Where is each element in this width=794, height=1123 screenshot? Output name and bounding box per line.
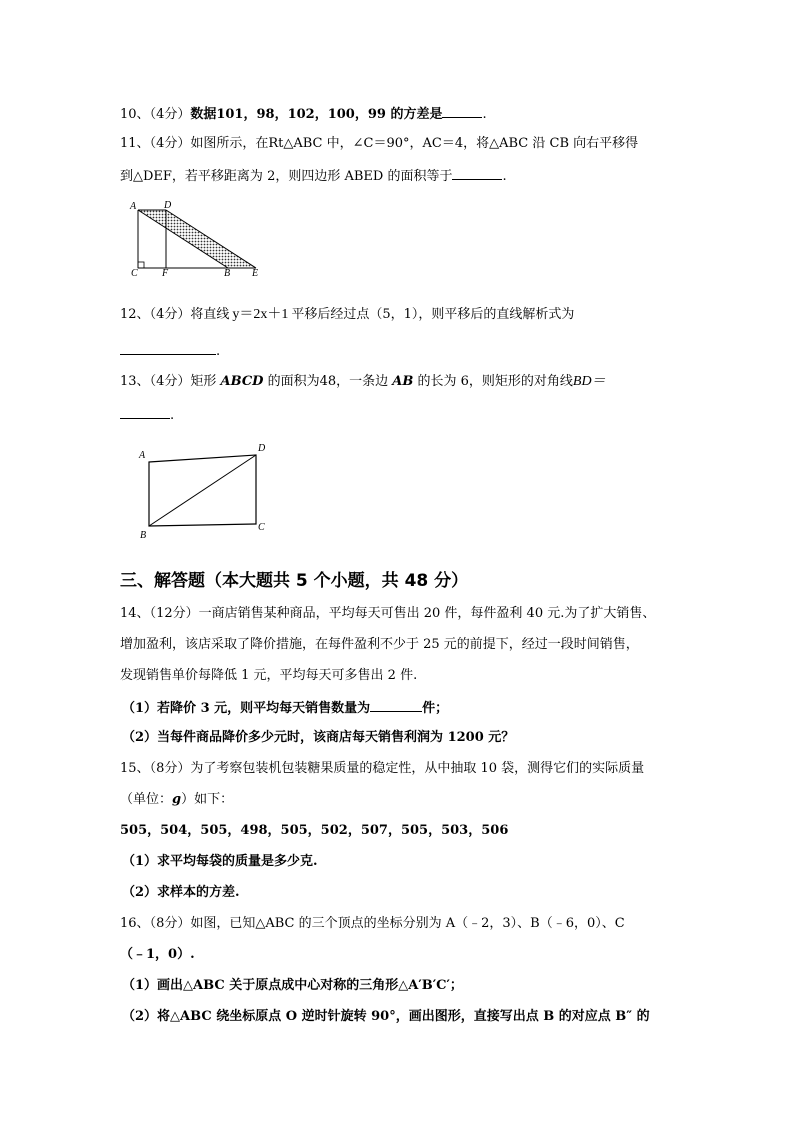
q12-end: . [216,344,221,359]
q12-score: （4分） [149,307,191,322]
q13-end: . [170,408,175,423]
q12-number: 12 [120,307,137,322]
q13-mid1: 的面积为48，一条边 [267,374,389,389]
label-c: C [258,522,265,533]
q12-answer-blank[interactable] [120,341,216,355]
q15-line2-post: ）如下： [181,792,234,807]
question-14-line2: 增加盈利，该店采取了降价措施，在每件盈利不少于 25 元的前提下，经过一段时间销售， [120,637,639,652]
label-d: D [258,443,266,454]
q13-answer-blank[interactable] [120,405,170,419]
q12-post: 平移后经过点（5，1），则平移后的直线解析式为 [291,307,575,322]
q10-number: 10 [120,107,137,122]
question-12-line1: 12、（4分）将直线 y＝2x＋1 平移后经过点（5，1），则平移后的直线解析式为 [120,307,575,322]
question-11-line1: 11、（4分）如图所示，在Rt△ABC 中，∠C＝90°，AC＝4，将△ABC 沿 CB 向右平移得 [120,136,639,151]
q14-line1: 一商店销售某种商品，平均每天可售出 20 件，每件盈利 40 元.为了扩大销售、 [198,606,656,621]
label-e: E [252,268,259,278]
question-14-line1: 14、（12分）一商店销售某种商品，平均每天可售出 20 件，每件盈利 40 元.为了扩大销售、 [120,606,656,621]
question-15-line2 [120,791,233,809]
q14-sub1-pre: （1）若降价 3 元，则平均每天销售数量为 [122,701,371,716]
q13-number: 13 [120,374,137,389]
q13-score: （4分） [149,374,191,389]
label-b: B [224,268,231,278]
question-16-line1: 16、（8分）如图，已知△ABC 的三个顶点的坐标分别为 A（﹣2，3）、B（﹣6，0）、C [120,916,625,931]
shaded-region [138,210,256,268]
q11-answer-blank[interactable] [452,166,502,180]
section-3-heading: 三、解答题（本大题共 5 个小题，共 48 分） [120,571,469,591]
q15-unit: g [172,792,182,807]
question-14-sub1 [122,698,448,718]
q13-mid2: 的长为 6，则矩形的对角线 [417,374,573,389]
q10-score: （4分） [149,107,191,122]
q14-sub1-post: 件； [422,701,449,716]
q13-rect: ABCD [220,374,264,389]
q12-equation: y＝2x＋1 [232,307,289,322]
q11-number: 11 [120,136,137,151]
q16-line1: 如图，已知△ABC 的三个顶点的坐标分别为 A（﹣2，3）、B（﹣6，0）、C [190,916,625,931]
question-15-sub1: （1）求平均每袋的质量是多少克. [122,854,318,869]
label-a: A [130,201,137,212]
q10-answer-blank[interactable] [442,104,482,118]
q10-end: . [482,107,487,122]
question-15-sub2: （2）求样本的方差. [122,885,240,900]
segment-ab [138,210,228,268]
q15-line1: 为了考察包装机包装糖果质量的稳定性，从中抽取 10 袋，测得它们的实际质量 [190,761,645,776]
q13-diag: BD＝ [572,374,606,389]
q13-rectangle-figure [136,440,276,542]
label-a: A [139,450,146,461]
q13-side: AB [392,374,414,389]
question-15-line1: 15、（8分）为了考察包装机包装糖果质量的稳定性，从中抽取 10 袋，测得它们的实际质量 [120,761,645,776]
question-10: 10、（4分）数据101，98，102，100，99 的方差是 . [120,104,487,124]
label-f: F [162,268,169,278]
question-16-line2: （﹣1，0）. [120,947,195,962]
right-angle-mark [138,262,144,268]
question-12-line2 [120,341,220,361]
label-d: D [164,200,172,211]
q15-number: 15 [120,761,137,776]
question-16-sub1: （1）画出△ABC 关于原点成中心对称的三角形△A′B′C′； [122,978,463,993]
question-13-line1: 13、（4分）矩形 ABCD 的面积为48，一条边 AB 的长为 6，则矩形的对角线BD＝ [120,374,606,389]
q14-sub1-answer-blank[interactable] [370,698,422,712]
question-14-line3: 发现销售单价每降低 1 元，平均每天可多售出 2 件. [120,668,418,683]
q15-score: （8分） [149,761,191,776]
label-c: C [131,268,138,278]
q10-text: 数据101，98，102，100，99 的方差是 [190,107,443,122]
question-11-line2 [120,166,507,186]
q11-line1: 如图所示，在Rt△ABC 中，∠C＝90°，AC＝4，将△ABC 沿 CB 向右平移得 [190,136,639,151]
q14-score: （12分） [149,606,199,621]
question-13-line2 [120,405,174,425]
q11-translation-figure [128,198,268,278]
q14-number: 14 [120,606,137,621]
q12-pre: 将直线 [190,307,230,322]
question-14-sub2: （2）当每件商品降价多少元时，该商店每天销售利润为 1200 元？ [122,730,515,745]
q16-score: （8分） [149,916,191,931]
diagonal-bd [149,455,256,526]
q11-end: . [502,169,507,184]
q16-number: 16 [120,916,137,931]
q13-pre: 矩形 [190,374,217,389]
q11-line2: 到△DEF，若平移距离为 2，则四边形 ABED 的面积等于 [120,169,453,184]
q11-score: （4分） [149,136,191,151]
segment-de [166,210,256,268]
question-16-sub2: （2）将△ABC 绕坐标原点 O 逆时针旋转 90°，画出图形，直接写出点 B 的对应点 B″ 的 [122,1009,650,1024]
question-15-data: 505，504，505，498，505，502，507，505，503，506 [120,823,509,838]
q15-line2-pre: （单位： [120,792,173,807]
label-b: B [140,530,147,541]
